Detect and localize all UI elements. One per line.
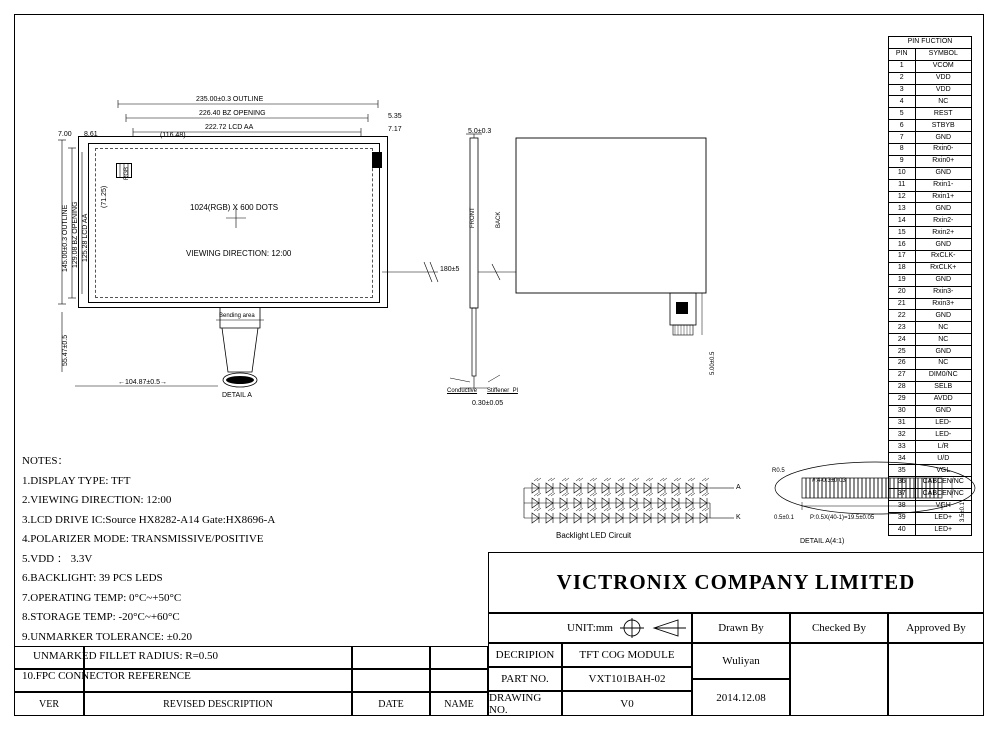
pin-row [889, 215, 972, 227]
note-item: UNMARKED FILLET RADIUS: R=0.50 [22, 650, 219, 662]
pin-number: 24 [889, 334, 916, 346]
company-cell [488, 552, 984, 613]
pin-number: 39 [889, 512, 916, 524]
checked-value-cell [790, 643, 888, 716]
pin-number: 32 [889, 429, 916, 441]
pin-symbol: Rxin1- [915, 179, 972, 191]
pin-symbol: LED+ [915, 512, 972, 524]
pin-row [889, 179, 972, 191]
back-label: BACK [496, 211, 502, 228]
pin-row [889, 155, 972, 167]
pin-table-title-row [889, 37, 972, 49]
pin-row [889, 512, 972, 524]
pin-symbol: GND [915, 132, 972, 144]
rev-blank-1 [14, 646, 84, 669]
pin-table-header-row [889, 48, 972, 60]
pin-symbol: DIM0/NC [915, 369, 972, 381]
pin-symbol: RxCLK- [915, 251, 972, 263]
pin-number: 7 [889, 132, 916, 144]
dim-5-35: 5.35 [388, 113, 402, 120]
pin-number: 22 [889, 310, 916, 322]
dim-outline-width: 235.00±0.3 OUTLINE [196, 96, 264, 103]
pin-number: 29 [889, 393, 916, 405]
pin-number: 3 [889, 84, 916, 96]
part-no-label-cell [488, 667, 562, 691]
dim-55-47: 55.47±0.5 [62, 334, 69, 366]
dim-116-48: (116.48) [160, 132, 186, 139]
pin-row [889, 524, 972, 536]
note-item: 1.DISPLAY TYPE: TFT [22, 474, 131, 487]
detail-r05: R0.5 [772, 468, 785, 474]
description-value-cell [562, 643, 692, 667]
pin-row [889, 132, 972, 144]
pin-number: 15 [889, 227, 916, 239]
stiffener-label: Stiffener_Pl [487, 388, 518, 394]
note-item: 2.VIEWING DIRECTION: 12:00 [22, 494, 172, 506]
drawn-by-label: Drawn By [718, 622, 764, 634]
unit-label: UNIT:mm [567, 622, 613, 634]
pin-symbol: L/R [915, 441, 972, 453]
pin-symbol: RxCLK+ [915, 262, 972, 274]
pin-row [889, 191, 972, 203]
rev-blank-2 [84, 646, 352, 669]
pin-symbol: Rxin3+ [915, 298, 972, 310]
approved-by-label: Approved By [906, 622, 966, 634]
pin-symbol: Rxin0- [915, 144, 972, 156]
pin-row [889, 441, 972, 453]
dim-8-61: 8.61 [84, 131, 98, 138]
note-item: 4.POLARIZER MODE: TRANSMISSIVE/POSITIVE [22, 533, 264, 545]
pin-function-table [888, 36, 972, 536]
pin-number: 4 [889, 96, 916, 108]
pin-symbol: CABCEN/NC [915, 488, 972, 500]
pin-symbol: GND [915, 274, 972, 286]
pin-symbol: LED+ [915, 524, 972, 536]
pin-row [889, 144, 972, 156]
dim-lcd-aa-width: 222.72 LCD AA [205, 124, 254, 131]
pin-row [889, 346, 972, 358]
pin-row [889, 60, 972, 72]
description-label: DECRIPION [495, 649, 555, 661]
dim-fpc-thickness: 5.00±0.5 [710, 351, 716, 375]
pin-symbol: NC [915, 96, 972, 108]
rev-header-ver: VER [14, 692, 84, 716]
pin-number: 17 [889, 251, 916, 263]
pin-symbol: Rxin2- [915, 215, 972, 227]
pin-symbol: GND [915, 239, 972, 251]
part-no-label: PART NO. [501, 673, 549, 685]
pin-row [889, 488, 972, 500]
pin-symbol: GND [915, 346, 972, 358]
pin-row [889, 84, 972, 96]
drawn-by-cell [692, 613, 790, 643]
approved-by-cell [888, 613, 984, 643]
pin-symbol: VCOM [915, 60, 972, 72]
pin-number: 31 [889, 417, 916, 429]
pin-number: 23 [889, 322, 916, 334]
pin-number: 11 [889, 179, 916, 191]
pin-row [889, 322, 972, 334]
pin-number: 40 [889, 524, 916, 536]
bending-area-label: Bending area [219, 313, 255, 319]
pin-table-title: PIN FUCTION [889, 37, 972, 49]
pin-symbol: VDD [915, 84, 972, 96]
pin-row [889, 429, 972, 441]
pin-symbol: AVDD [915, 393, 972, 405]
pin-symbol: GND [915, 167, 972, 179]
rev-blank-5 [14, 669, 84, 692]
pin-symbol: VGL [915, 465, 972, 477]
pin-number: 28 [889, 381, 916, 393]
note-item: 3.LCD DRIVE IC:Source HX8282-A14 Gate:HX8696-A [22, 513, 276, 526]
pin-row [889, 227, 972, 239]
pin-symbol: GND [915, 405, 972, 417]
pin-row [889, 120, 972, 132]
note-item: 6.BACKLIGHT: 39 PCS LEDS [22, 572, 163, 584]
pin-number: 30 [889, 405, 916, 417]
pin-row [889, 334, 972, 346]
checked-by-cell [790, 613, 888, 643]
description-value: TFT COG MODULE [579, 649, 675, 661]
drawing-no-label: DRAWING NO. [489, 691, 542, 716]
dim-bz-opening-height: 129.08 BZ OPENING [72, 201, 79, 268]
pin-row [889, 405, 972, 417]
approved-value-cell [888, 643, 984, 716]
drawing-no-value: V0 [620, 697, 634, 710]
pin-number: 33 [889, 441, 916, 453]
dim-lcd-aa-height: 125.28 LCD AA [82, 213, 89, 262]
pin-row [889, 203, 972, 215]
dim-bz-opening-width: 226.40 BZ OPENING [199, 110, 266, 117]
rev-blank-8 [430, 669, 488, 692]
pin-number: 1 [889, 60, 916, 72]
dim-7-17: 7.17 [388, 126, 402, 133]
note-item: 8.STORAGE TEMP: -20°C~+60°C [22, 611, 180, 623]
pin-row [889, 369, 972, 381]
detail-width: #:4-0.3±0.03 [812, 478, 846, 484]
drawing-no-label-cell [488, 691, 562, 716]
pin-number: 21 [889, 298, 916, 310]
front-label: FRONT [470, 207, 476, 228]
pin-row [889, 381, 972, 393]
side-view-svg [440, 120, 640, 450]
pin-symbol: GND [915, 203, 972, 215]
pin-symbol: REST [915, 108, 972, 120]
checked-by-label: Checked By [811, 622, 867, 634]
resolution-label: 1024(RGB) X 600 DOTS [190, 203, 279, 212]
pin-row [889, 286, 972, 298]
pin-number: 14 [889, 215, 916, 227]
pin-row [889, 465, 972, 477]
backlight-svg [520, 482, 750, 542]
pin-number: 37 [889, 488, 916, 500]
pin-row [889, 96, 972, 108]
anode-label: A [736, 484, 741, 491]
pin-row [889, 358, 972, 370]
pin-number: 16 [889, 239, 916, 251]
pin-row [889, 274, 972, 286]
pin-row [889, 108, 972, 120]
symbol-col-header: SYMBOL [915, 48, 972, 60]
dim-104-87: ←104.87±0.5→ [118, 379, 167, 386]
rev-header-description: REVISED DESCRIPTION [84, 692, 352, 716]
pin-number: 9 [889, 155, 916, 167]
lcd-decor [0, 0, 400, 400]
note-item: 5.VDD ： 3.3V [22, 552, 93, 565]
cathode-label: K [736, 514, 741, 521]
part-no-value-cell [562, 667, 692, 691]
pin-symbol: NC [915, 322, 972, 334]
pin-symbol: GND [915, 310, 972, 322]
pin-row [889, 310, 972, 322]
pin-number: 10 [889, 167, 916, 179]
pin-number: 5 [889, 108, 916, 120]
pin-row [889, 417, 972, 429]
pin-number: 34 [889, 453, 916, 465]
detail-a-callout: DETAIL A [222, 392, 252, 399]
pin-row [889, 453, 972, 465]
pin-number: 35 [889, 465, 916, 477]
dim-71-25: (71.25) [101, 185, 108, 208]
pin-symbol: NC [915, 358, 972, 370]
pin-number: 26 [889, 358, 916, 370]
drawing-no-value-cell [562, 691, 692, 716]
rev-blank-6 [84, 669, 352, 692]
pin-symbol: LED- [915, 429, 972, 441]
description-label-cell [488, 643, 562, 667]
pin-symbol: NC [915, 334, 972, 346]
notes-header: NOTES： [22, 455, 69, 467]
part-no-value: VXT101BAH-02 [588, 673, 666, 685]
drawn-date-cell [692, 679, 790, 716]
backlight-caption: Backlight LED Circuit [556, 531, 632, 540]
dim-outline-height: 145.00±0.3 OUTLINE [62, 204, 69, 272]
pin-row [889, 239, 972, 251]
dim-film-thickness: 0.30±0.05 [472, 400, 504, 407]
pin-symbol: Rxin1+ [915, 191, 972, 203]
note-item: 7.OPERATING TEMP: 0°C~+50°C [22, 591, 182, 604]
company-name: VICTRONIX COMPANY LIMITED [556, 570, 916, 594]
pin-symbol: Rxin0+ [915, 155, 972, 167]
detail-pitch: P:0.5X(40-1)=19.5±0.05 [810, 515, 875, 521]
drawn-date: 2014.12.08 [716, 691, 766, 704]
pin-row [889, 72, 972, 84]
pin-col-header: PIN [889, 48, 916, 60]
pin-symbol: LED- [915, 417, 972, 429]
pin-row [889, 262, 972, 274]
rev-blank-4 [430, 646, 488, 669]
pin-row [889, 393, 972, 405]
pin-number: 20 [889, 286, 916, 298]
pin-row [889, 251, 972, 263]
pin-number: 13 [889, 203, 916, 215]
pin-number: 6 [889, 120, 916, 132]
pin-number: 12 [889, 191, 916, 203]
pin-number: 19 [889, 274, 916, 286]
pin-number: 18 [889, 262, 916, 274]
drawn-name-cell [692, 643, 790, 679]
pin-row [889, 476, 972, 488]
pin-number: 25 [889, 346, 916, 358]
drawn-name: Wuliyan [722, 655, 760, 667]
detail-d2: 3.5±0.1 [960, 502, 966, 522]
detail-d1: 0.5±0.1 [774, 515, 794, 521]
pin-number: 2 [889, 72, 916, 84]
pin-symbol: VDD [915, 72, 972, 84]
pin-row [889, 167, 972, 179]
pin-number: 38 [889, 500, 916, 512]
rgb-label: RGB [124, 166, 130, 180]
pin-row [889, 500, 972, 512]
pin-symbol: STBYB [915, 120, 972, 132]
conductive-label: Conductive [447, 388, 478, 394]
rev-blank-3 [352, 646, 430, 669]
dim-fpc-length: 180±5 [440, 266, 460, 273]
pin-symbol: VGH [915, 500, 972, 512]
pin-row [889, 298, 972, 310]
pin-symbol: Rxin2+ [915, 227, 972, 239]
pin-number: 27 [889, 369, 916, 381]
pin-number: 8 [889, 144, 916, 156]
pin-symbol: Rxin3- [915, 286, 972, 298]
rev-header-name: NAME [430, 692, 488, 716]
viewing-direction-label: VIEWING DIRECTION: 12:00 [186, 249, 292, 258]
pin-number: 36 [889, 476, 916, 488]
pin-symbol: U/D [915, 453, 972, 465]
dim-thickness: 5.0±0.3 [468, 128, 492, 135]
detail-a-title: DETAIL A(4:1) [800, 538, 845, 545]
rev-header-date: DATE [352, 692, 430, 716]
pin-symbol: CABCEN/NC [915, 476, 972, 488]
rev-blank-7 [352, 669, 430, 692]
dim-7-00: 7.00 [58, 131, 72, 138]
pin-symbol: SELB [915, 381, 972, 393]
note-item: 10.FPC CONNECTOR REFERENCE [22, 669, 191, 682]
note-item: 9.UNMARKER TOLERANCE: ±0.20 [22, 630, 193, 643]
